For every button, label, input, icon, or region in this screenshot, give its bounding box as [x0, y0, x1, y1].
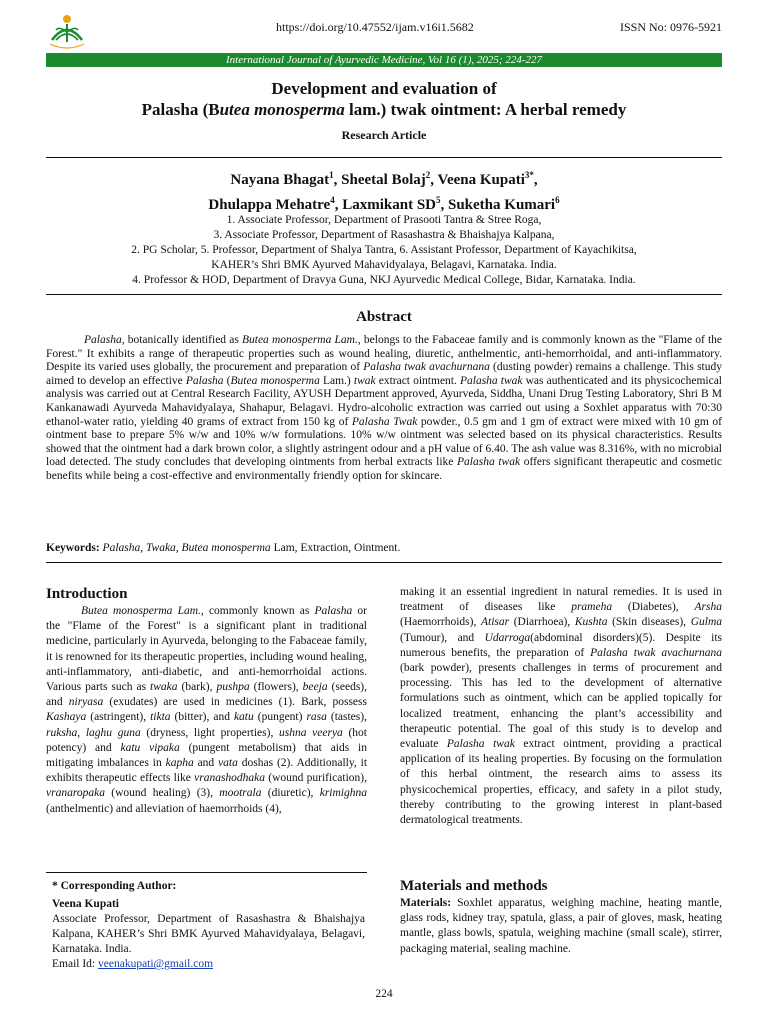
intro-cont-segment: (Haemorrhoids), — [400, 616, 481, 629]
issn-number: ISSN No: 0976-5921 — [619, 20, 722, 34]
abstract-segment: powder., 0.5 gm and 1 gm of extract were mixed with 10 gm of ointment base to prepare 5% w/w and 10% w/w formulations. 10% w/w ointment was selected based on its physical characteristics. Results showed that the ointment had a dark brown color, a slightly astringent odour and a pH value of 6.40. The ash value was 8.316%, with no microbial load detected. The study concludes that developing ointments from herbal extracts like — [46, 415, 722, 469]
divider-top — [46, 157, 722, 158]
paper-title — [46, 78, 722, 120]
intro-segment: (wound purification), — [265, 772, 367, 785]
intro-cont-segment: Udarroga — [484, 631, 531, 644]
journal-banner: International Journal of Ayurvedic Medicine, Vol 16 (1), 2025; 224-227 — [46, 53, 722, 67]
intro-cont-segment: Atisar — [480, 616, 510, 629]
author-line-2: Dhulappa Mehatre$^4$, Laxmikant $SD^5$, Suketha Kumari$^6$ — [208, 195, 560, 213]
intro-cont-segment: prameha — [571, 601, 613, 614]
author-line-1: Nayana Bhagat$^1$, Sheetal Bolaj$^2$, Veena Kupati$^{3*}$, — [230, 170, 538, 188]
abstract-segment: Palasha Twak — [351, 415, 418, 428]
affiliation-line: 2. PG Scholar, 5. Professor, Department of Shalya Tantra, 6. Assistant Professor, Department of Kayachikitsa, — [131, 244, 637, 256]
intro-cont-segment: Gulma — [690, 616, 722, 629]
abstract-segment: ( — [223, 374, 231, 387]
intro-heading: Introduction — [46, 586, 128, 602]
page-number: 224 — [375, 988, 393, 1000]
intro-cont-segment: making it an essential ingredient in natural remedies. It is used in treatment of diseases like — [400, 586, 722, 614]
intro-segment: beeja — [302, 681, 328, 694]
journal-logo — [44, 10, 90, 52]
intro-segment: Butea monosperma Lam. — [81, 605, 201, 617]
intro-segment: (diuretic), — [261, 787, 320, 800]
author-name: Veena Kupati — [437, 172, 525, 188]
intro-segment: (flowers), — [249, 681, 303, 694]
abstract-segment: twak — [353, 374, 376, 387]
intro-segment: or the "Flame of the Forest" is a significant plant in traditional medicine, particularly in Ayurveda, belonging to the Fabaceae family, it is renowned for its therapeutic properties, including wound healing, anti-inflammatory, anti-diabetic, and anti-hemorrhoidal actions. Various parts such as — [46, 605, 367, 694]
abstract-segment: Palasha twak — [459, 374, 523, 387]
abstract-segment: Palasha twak avachurnana — [363, 361, 490, 374]
abstract-segment: , botanically identified as — [121, 334, 242, 346]
intro-segment: (pungent) — [253, 711, 307, 724]
intro-segment: rasa — [306, 711, 327, 724]
intro-cont-segment: (Diarrhoea), — [509, 616, 575, 629]
doi-link[interactable]: https://doi.org/10.47552/ijam.v16i1.5682 — [276, 20, 474, 34]
author-affiliation-mark: 1 — [329, 170, 334, 180]
abstract-segment: offers significant therapeutic and cosmetic benefits while being a cost-effective and environmentally friendly option for skincare. — [46, 456, 722, 482]
affiliations — [46, 213, 722, 288]
keywords-label: Keywords: — [46, 542, 103, 554]
intro-segment: katu vipaka — [120, 741, 180, 754]
intro-segment: (pungent metabolism) that aids in mitigating imbalances in — [46, 741, 367, 770]
materials-paragraph — [400, 896, 722, 957]
intro-segment: (astringent), — [86, 711, 151, 724]
corresponding-heading: * Corresponding Author: — [52, 880, 177, 892]
affiliation-line: 3. Associate Professor, Department of Rasashastra & Bhaishajya Kalpana, — [213, 229, 555, 241]
divider-keywords — [46, 562, 722, 563]
corresponding-address: Associate Professor, Department of Rasashastra & Bhaishajya Kalpana, KAHER’s Shri BMK Ayurved Mahavidyalaya, Belagavi, Karnataka. India. — [52, 913, 365, 955]
title-line-1: Development and evaluation of — [271, 79, 497, 98]
intro-segment: and — [193, 757, 219, 770]
email-link[interactable]: veenakupati@gmail.com — [98, 958, 214, 970]
intro-segment: , commonly known as — [200, 605, 315, 617]
intro-cont-segment: (Diabetes), — [612, 601, 695, 614]
affiliation-line: 4. Professor & HOD, Department of Dravya Guna, NKJ Ayurvedic Medical College, Bidar, Karnataka. India. — [132, 274, 636, 286]
author-affiliation-mark: 2 — [425, 170, 431, 180]
author-affiliation-mark: 3* — [524, 170, 534, 180]
author-name: Sheetal Bolaj — [341, 172, 426, 188]
keyword-segment: Lam, Extraction, Ointment. — [270, 542, 401, 554]
author-name: Suketha Kumari — [448, 197, 556, 213]
intro-cont-segment: (Tumour), and — [400, 631, 485, 644]
intro-body — [46, 604, 367, 817]
title-line-2: Palasha (Butea monosperma lam.) twak ointment: A herbal remedy — [141, 100, 627, 119]
abstract-segment: Palasha twak — [457, 456, 521, 469]
abstract-body — [46, 334, 722, 484]
abstract-segment: , belongs to the Fabaceae family and is commonly known as the "Flame of the Forest." It exhibits a range of therapeutic properties such as wound healing, diuretic, anthelmentic, anti-hemorrhoidal, and anti-inflammatory. Despite its varied uses globally, the procurement and preparation of — [46, 334, 722, 374]
intro-segment: katu — [233, 711, 254, 724]
abstract-segment: Butea monosperma Lam. — [241, 334, 358, 346]
keywords — [46, 542, 722, 554]
affiliation-line: 1. Associate Professor, Department of Prasooti Tantra & Stree Roga, — [226, 214, 542, 226]
abstract-segment: was authenticated and its physicochemical analysis was carried out at Central Research Facility, AYUSH Department approved, Ayurveda, Siddha, Unani Drug Testing Laboratory, Shri B M Kankanawadi Ayurveda Mahavidyalaya, Shahapur, Belagavi. Hydro-alcoholic extraction was carried out using a Soxhlet apparatus with 70:30 ethanol-water ratio, yielding 40 grams of extract from 150 kg of — [46, 374, 722, 428]
corresponding-name: Veena Kupati — [52, 898, 119, 910]
abstract-segment: Palasha — [84, 334, 122, 346]
intro-segment: (anthelmentic) and alleviation of haemorrhoids (4), — [46, 802, 282, 815]
corresponding-email-line: Email Id: veenakupati@gmail.com — [52, 958, 214, 970]
divider-corresponding — [46, 872, 367, 873]
methods-heading: Materials and methods — [400, 878, 548, 894]
intro-segment: doshas (2). Additionally, it exhibits therapeutic effects like — [46, 757, 368, 785]
keywords-values — [103, 542, 401, 554]
article-type: Research Article — [341, 128, 427, 142]
author-name: Laxmikant SD — [342, 197, 436, 213]
intro-segment: vata — [218, 757, 238, 770]
abstract-segment: Butea monosperma — [230, 374, 320, 387]
intro-segment: krimighna — [319, 787, 367, 800]
abstract-heading: Abstract — [356, 309, 412, 325]
intro-segment: (bitter), and — [170, 711, 234, 724]
keyword-segment: Palasha, Twaka, Butea monosperma — [102, 542, 271, 554]
abstract-segment: extract ointment. — [375, 374, 460, 387]
intro-segment: kapha — [165, 757, 194, 770]
intro-cont-segment: (Skin diseases), — [607, 616, 691, 629]
intro-segment: niryasa — [68, 696, 104, 709]
author-name: Dhulappa Mehatre — [208, 197, 331, 213]
intro-segment: Kashaya — [46, 711, 87, 724]
intro-segment: (wound healing) (3), — [104, 787, 220, 800]
abstract-segment: Palasha — [185, 374, 224, 387]
author-affiliation-mark: 4 — [330, 195, 335, 205]
affiliation-line: KAHER’s Shri BMK Ayurved Mahavidyalaya, Belagavi, Karnataka. India. — [211, 259, 557, 271]
intro-cont-segment: Palasha twak avachurnana — [590, 646, 722, 659]
intro-segment: vranashodhaka — [194, 772, 266, 785]
intro-segment: ruksha, laghu guna — [46, 726, 141, 739]
intro-segment: (dryness, light properties), — [140, 726, 280, 739]
intro-cont-segment: Arsha — [694, 601, 722, 614]
intro-segment: vranaropaka — [46, 787, 105, 800]
abstract-segment: Lam.) — [319, 374, 354, 387]
intro-segment: Palasha — [314, 605, 353, 617]
intro-segment: (seeds), and — [46, 681, 367, 709]
intro-segment: ushna veerya — [279, 726, 343, 739]
author-name: Nayana Bhagat — [230, 172, 330, 188]
intro-cont-segment: (bark powder), presents challenges in terms of procurement and processing. This has led to the development of alternative formulations such as ointment, which can be applied topically for localized treatment, enhancing the plant’s accessibility and therapeutic potential. The goal of this study is to develop and evaluate — [400, 662, 722, 751]
corresponding-author — [52, 879, 365, 972]
intro-segment: (tastes), — [326, 711, 367, 724]
intro-segment: (exudates) are used in medicines (1). Bark, possess — [103, 696, 367, 709]
intro-cont-segment: (abdominal disorders)(5). Despite its numerous benefits, the preparation of — [400, 631, 722, 659]
intro-cont-segment: Kushta — [574, 616, 608, 629]
materials-text: Soxhlet apparatus, weighing machine, heating mantle, glass rods, kidney tray, spatula, glass, a pair of gloves, mask, heating mantle, glass bowls, spatula, weighing machine (small scale), stirrer, packaging material, sealing machine. — [400, 897, 722, 955]
author-affiliation-mark: 6 — [555, 195, 560, 205]
intro-cont-segment: Palasha twak — [446, 738, 515, 751]
abstract-segment: (dusting powder) remains a challenge. This study aimed to develop an effective — [46, 361, 722, 387]
intro-segment: twaka — [150, 681, 178, 694]
materials-label: Materials: — [400, 897, 452, 909]
intro-segment: (bark), — [177, 681, 217, 694]
intro-continued — [400, 585, 722, 828]
intro-segment: tikta — [150, 711, 171, 724]
intro-segment: pushpa — [216, 681, 250, 694]
author-affiliation-mark: 5 — [436, 195, 441, 205]
intro-cont-segment: extract ointment, providing a practical application of its healing properties. By focusing on the formulation of this herbal ointment, the research aims to assess its physicochemical properties, efficacy, and safety in a pilot study, thereby contributing to the growing interest in plant-based dermatological treatments. — [400, 738, 722, 827]
intro-segment: mootrala — [219, 787, 262, 800]
intro-segment: (hot potency) and — [46, 726, 368, 754]
author-list — [46, 165, 722, 215]
divider-abstract — [46, 294, 722, 295]
